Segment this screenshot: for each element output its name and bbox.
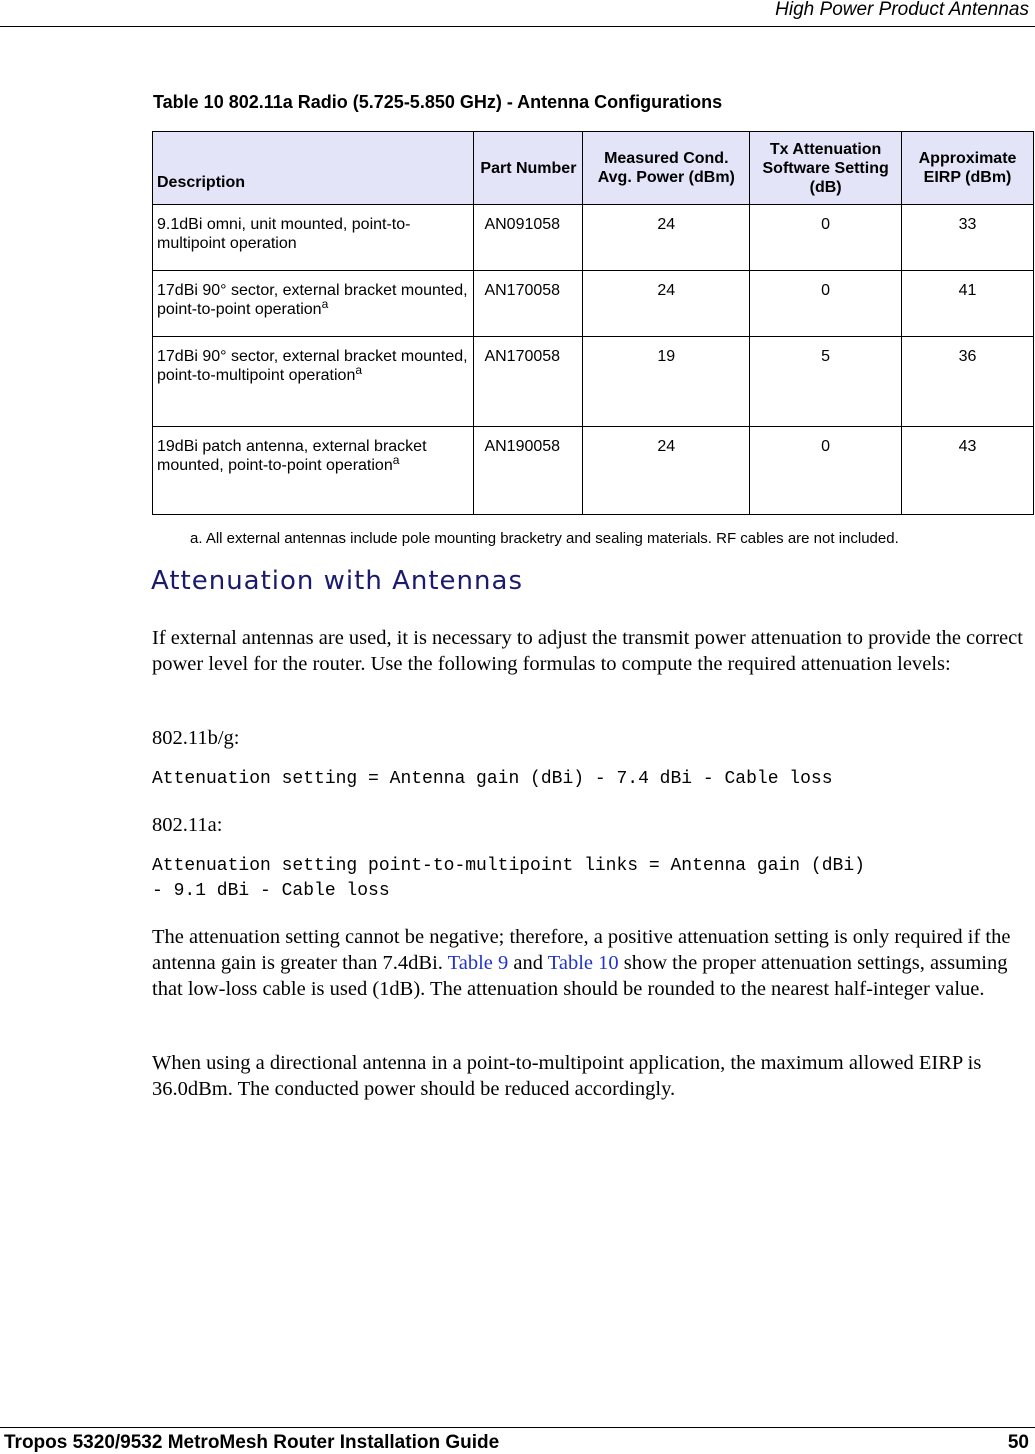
bg-formula: Attenuation setting = Antenna gain (dBi) - 7.4 dBi - Cable loss bbox=[152, 769, 833, 789]
footnote-ref[interactable]: a bbox=[392, 453, 400, 467]
page-number: 50 bbox=[1007, 1432, 1029, 1453]
table-header-row bbox=[153, 132, 1034, 205]
cell-description: 17dBi 90° sector, external bracket mounted, point-to-multipoint operation$^a$ bbox=[153, 337, 474, 427]
table-9-link[interactable]: Table 9 bbox=[447, 952, 509, 974]
cell-power: 24 bbox=[583, 271, 750, 337]
cell-description: 17dBi 90° sector, external bracket mounted, point-to-point operation$^a$ bbox=[153, 271, 474, 337]
cell-power: 24 bbox=[583, 427, 750, 515]
table-row bbox=[153, 427, 1034, 515]
cell-power: 19 bbox=[583, 337, 750, 427]
header-description: Description bbox=[153, 132, 474, 205]
header-measured-power: Measured Cond. Avg. Power (dBm) bbox=[583, 132, 750, 205]
footnote-ref[interactable]: a bbox=[355, 363, 363, 377]
header-part-number: Part Number bbox=[474, 132, 583, 205]
cell-part-number: AN170058 bbox=[474, 271, 583, 337]
cell-description: 9.1dBi omni, unit mounted, point-to-multipoint operation bbox=[153, 205, 474, 271]
a-formula-line2: - 9.1 dBi - Cable loss bbox=[152, 881, 390, 901]
attenuation-paragraph: The attenuation setting cannot be negative; therefore, a positive attenuation setting is only required if the antenna gain is greater than 7.4dBi. Table 9 and Table 10 show the proper attenuation settings, assuming that low-loss cable is used (1dB). The attenuation should be rounded to the nearest half-integer value. bbox=[152, 926, 1011, 1000]
table-footnote: a. All external antennas include pole mounting bracketry and sealing materials. RF cables are not included. bbox=[190, 530, 899, 547]
table-10-link[interactable]: Table 10 bbox=[547, 952, 619, 974]
bg-label: 802.11b/g: bbox=[152, 727, 240, 749]
cell-part-number: AN170058 bbox=[474, 337, 583, 427]
running-header: High Power Product Antennas bbox=[775, 0, 1029, 20]
header-tx-attenuation: Tx Attenuation Software Setting (dB) bbox=[750, 132, 902, 205]
footer-title: Tropos 5320/9532 MetroMesh Router Installation Guide bbox=[4, 1432, 500, 1453]
cell-part-number: AN190058 bbox=[474, 427, 583, 515]
intro-paragraph: If external antennas are used, it is necessary to adjust the transmit power attenuation to provide the correct power level for the router. Use the following formulas to compute the required attenuation levels: bbox=[152, 627, 1023, 675]
header-eirp: Approximate EIRP (dBm) bbox=[902, 132, 1034, 205]
cell-eirp: 41 bbox=[902, 271, 1034, 337]
section-heading: Attenuation with Antennas bbox=[151, 566, 523, 596]
footer-rule bbox=[0, 1427, 1035, 1428]
cell-attenuation: 0 bbox=[750, 271, 902, 337]
cell-attenuation: 0 bbox=[750, 427, 902, 515]
table-row bbox=[153, 337, 1034, 427]
cell-description: 19dBi patch antenna, external bracket mounted, point-to-point operation$^a$ bbox=[153, 427, 474, 515]
cell-eirp: 36 bbox=[902, 337, 1034, 427]
a-formula-line1: Attenuation setting point-to-multipoint links = Antenna gain (dBi) bbox=[152, 856, 865, 876]
table-row bbox=[153, 205, 1034, 271]
cell-power: 24 bbox=[583, 205, 750, 271]
table-caption: Table 10 802.11a Radio (5.725-5.850 GHz) - Antenna Configurations bbox=[153, 92, 723, 112]
footnote-ref[interactable]: a bbox=[321, 297, 329, 311]
table-row bbox=[153, 271, 1034, 337]
antenna-config-table bbox=[152, 131, 1034, 515]
cell-attenuation: 5 bbox=[750, 337, 902, 427]
cell-eirp: 43 bbox=[902, 427, 1034, 515]
cell-part-number: AN091058 bbox=[474, 205, 583, 271]
header-rule bbox=[0, 26, 1035, 27]
a-label: 802.11a: bbox=[152, 814, 223, 836]
cell-attenuation: 0 bbox=[750, 205, 902, 271]
eirp-paragraph: When using a directional antenna in a point-to-multipoint application, the maximum allowed EIRP is 36.0dBm. The conducted power should be reduced accordingly. bbox=[152, 1052, 982, 1100]
cell-eirp: 33 bbox=[902, 205, 1034, 271]
